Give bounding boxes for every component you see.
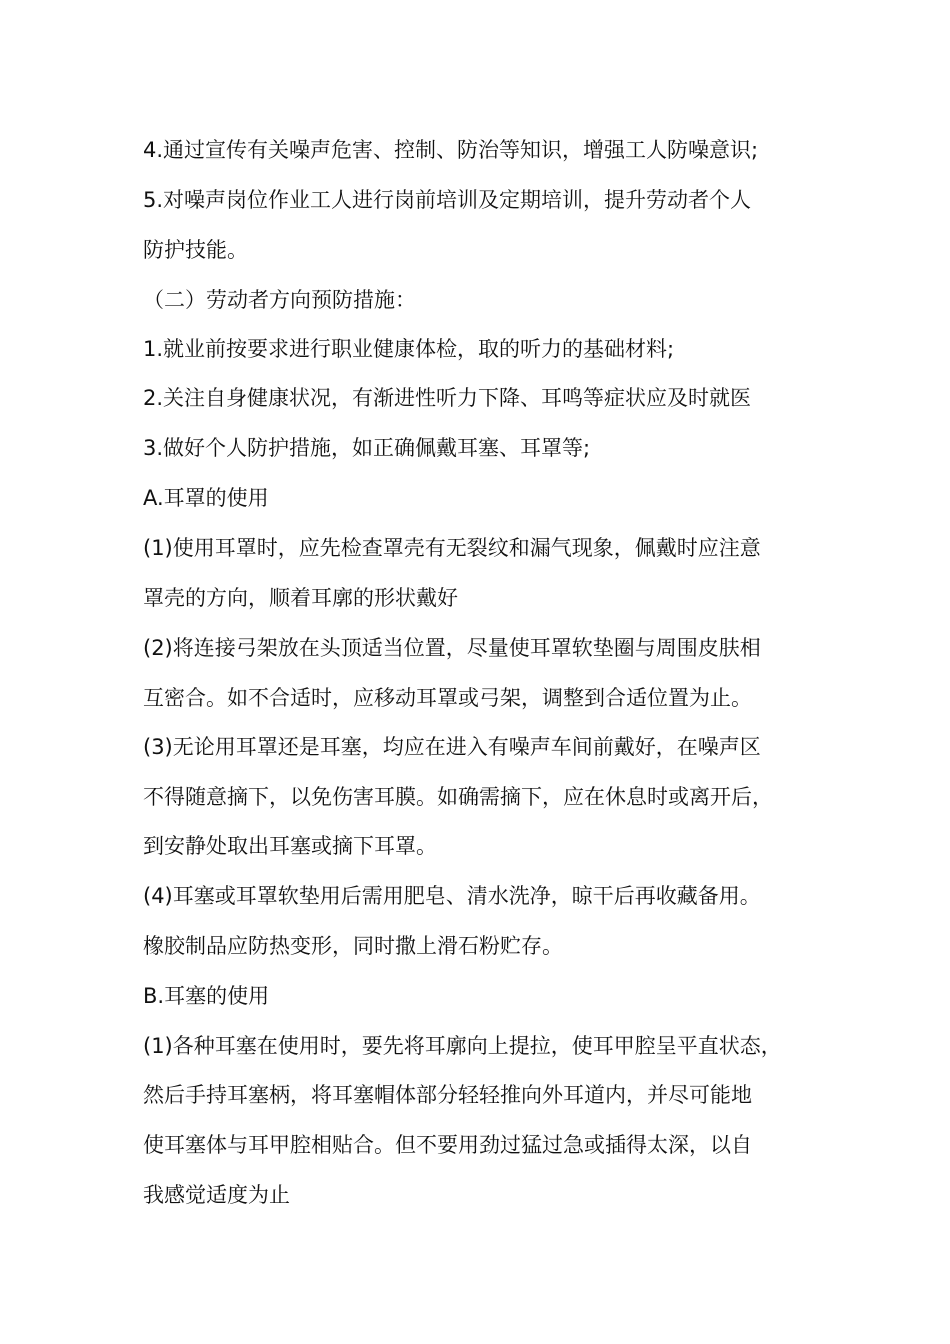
text-line: 3.做好个人防护措施，如正确佩戴耳塞、耳罩等; [143, 436, 591, 460]
text-line: 4.通过宣传有关噪声危害、控制、防治等知识，增强工人防噪意识; [143, 138, 759, 162]
text-line: 橡胶制品应防热变形，同时撒上滑石粉贮存。 [143, 934, 563, 958]
text-line: 罩壳的方向，顺着耳廓的形状戴好 [143, 586, 458, 610]
text-line: 我感觉适度为止 [143, 1183, 290, 1207]
text-line: (3)无论用耳罩还是耳塞，均应在进入有噪声车间前戴好，在噪声区 [143, 735, 761, 759]
text-line: 然后手持耳塞柄，将耳塞帽体部分轻轻推向外耳道内，并尽可能地 [143, 1083, 752, 1107]
subsection-heading: A.耳罩的使用 [143, 486, 269, 510]
text-line: 到安静处取出耳塞或摘下耳罩。 [143, 834, 437, 858]
text-line: 2.关注自身健康状况，有渐进性听力下降、耳鸣等症状应及时就医 [143, 386, 752, 410]
text-line: 互密合。如不合适时，应移动耳罩或弓架，调整到合适位置为止。 [143, 686, 752, 710]
subsection-heading: B.耳塞的使用 [143, 984, 270, 1008]
text-line: (4)耳塞或耳罩软垫用后需用肥皂、清水洗净，晾干后再收藏备用。 [143, 884, 761, 908]
text-line: 使耳塞体与耳甲腔相贴合。但不要用劲过猛过急或插得太深，以自 [143, 1133, 752, 1157]
section-heading: （二）劳动者方向预防措施： [143, 288, 416, 312]
text-line: 防护技能。 [143, 238, 248, 262]
text-line: (1)各种耳塞在使用时，要先将耳廓向上提拉，使耳甲腔呈平直状态， [143, 1034, 782, 1058]
text-line: (2)将连接弓架放在头顶适当位置，尽量使耳罩软垫圈与周围皮肤相 [143, 636, 761, 660]
text-line: 5.对噪声岗位作业工人进行岗前培训及定期培训，提升劳动者个人 [143, 188, 752, 212]
text-line: (1)使用耳罩时，应先检查罩壳有无裂纹和漏气现象，佩戴时应注意 [143, 536, 761, 560]
text-line: 不得随意摘下，以免伤害耳膜。如确需摘下，应在休息时或离开后， [143, 785, 773, 809]
text-line: 1.就业前按要求进行职业健康体检，取的听力的基础材料; [143, 337, 675, 361]
